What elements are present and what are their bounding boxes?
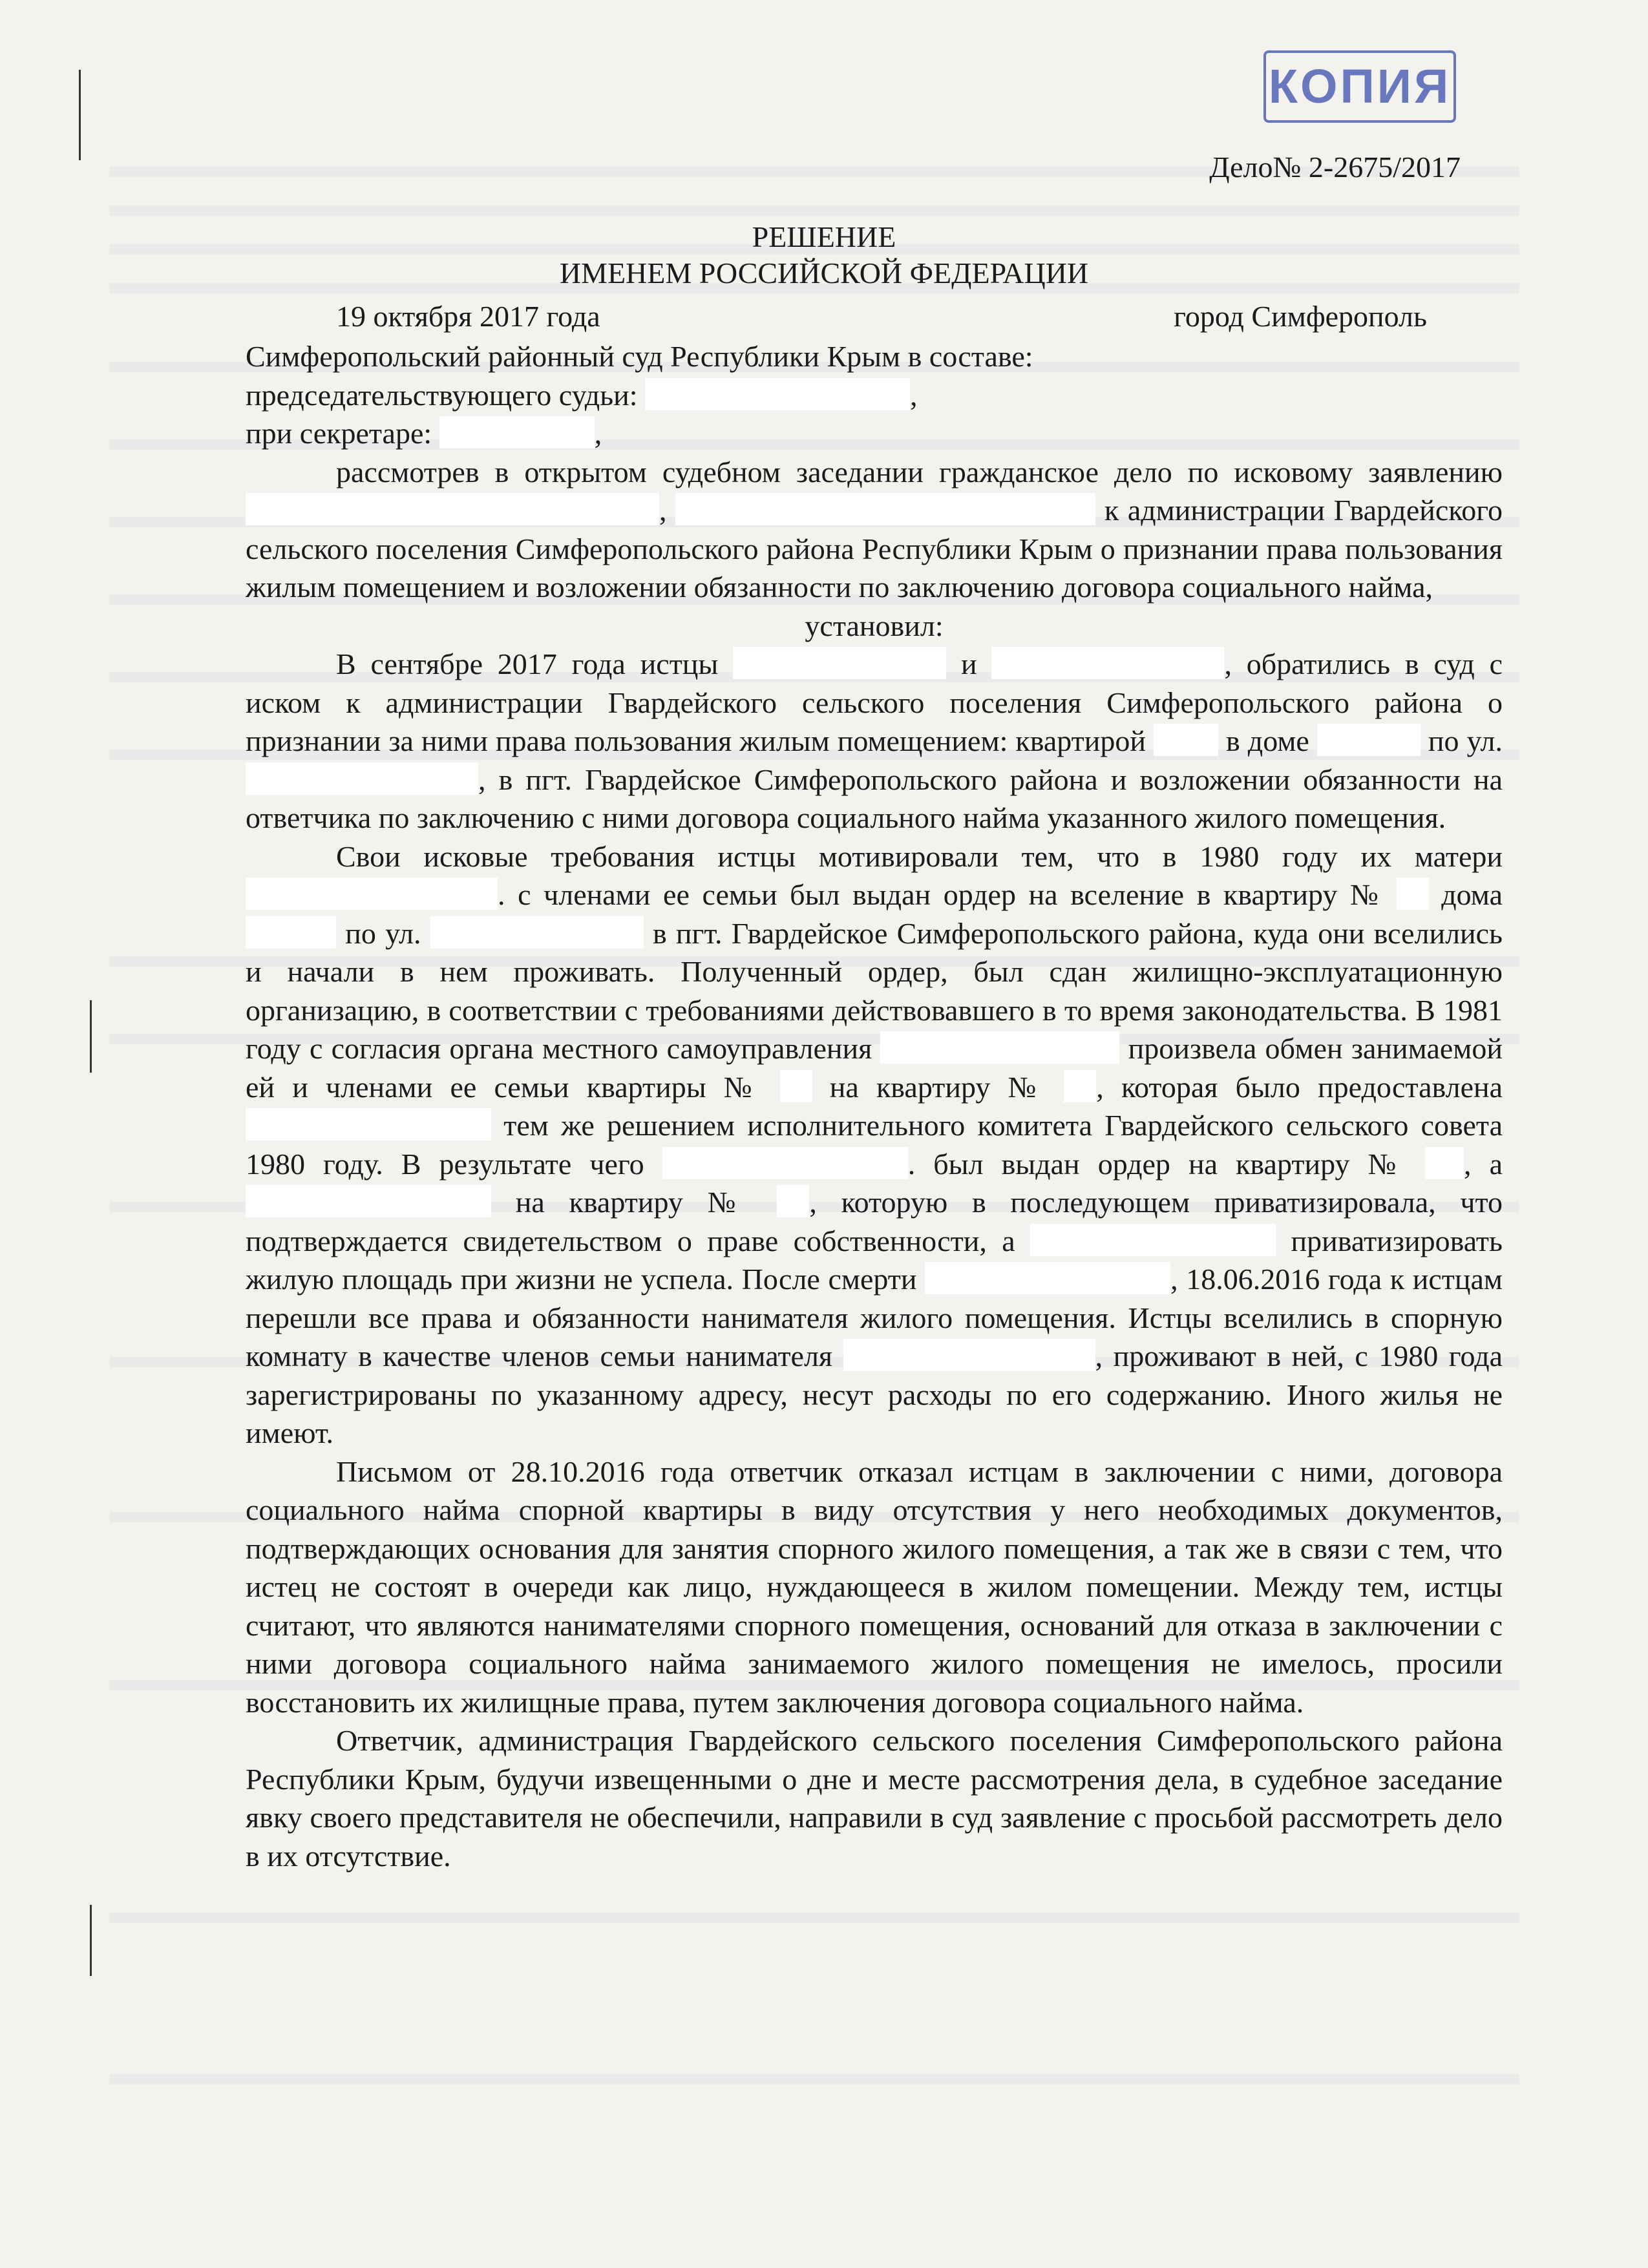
redaction — [991, 647, 1224, 679]
redaction — [1425, 1147, 1464, 1179]
redaction — [246, 916, 336, 949]
redaction — [733, 647, 946, 679]
paragraph-defendant: Ответчик, администрация Гвардейского сельского поселения Симферопольского района Республики Крым, будучи извещенными о дне и месте рассмотрения дела, в судебное заседание явку своего представителя не обеспечили, направили в суд заявление с просьбой рассмотреть дело в их отсутствие. — [246, 1724, 1503, 1873]
paragraph-grounds: Свои исковые требования истцы мотивировали тем, что в 1980 году их матери . с членами ее семьи был выдан ордер на вселение в квартиру № дома по ул. в пгт. Гвардейское Симферопольского района, куда они вселились и начали в нем проживать. Полученный ордер, был сдан жилищно-эксплуатационную организацию, в соответствии с требованиями действовавшего в то время законодательства. В 1981 году с согласия органа местного самоуправления произвела обмен занимаемой ей и членами ее семьи квартиры № на квартиру № , которая было предоставлена тем же решением исполнительного комитета Гвардейского сельского совета 1980 году. В результате чего . был выдан ордер на квартиру № , а на квартиру № , которую в последующем приватизировала, что подтверждается свидетельством о праве собственности, а приватизировать жилую площадь при жизни не успела. После смерти , 18.06.2016 года к истцам перешли все права и обязанности нанимателя жилого помещения. Истцы вселились в спорную комнату в качестве членов семьи нанимателя , проживают в ней, с 1980 года зарегистрированы по указанному адресу, несут расходы по его содержанию. Иного жилья не имеют. — [246, 839, 1503, 1449]
redaction — [1154, 724, 1218, 756]
redaction — [925, 1262, 1170, 1294]
copy-stamp: КОПИЯ — [1263, 50, 1456, 123]
court-line: Симферопольский районный суд Республики Крым в составе: — [246, 340, 1033, 373]
redaction — [843, 1339, 1095, 1371]
redaction — [1030, 1224, 1276, 1256]
decision-date: 19 октября 2017 года — [336, 300, 600, 333]
secretary-line: при секретаре: , — [246, 417, 602, 450]
scan-edge-mark — [79, 70, 81, 160]
scan-edge-mark — [90, 1905, 92, 1976]
redaction — [439, 416, 595, 448]
judge-line: председательствующего судьи: , — [246, 378, 918, 412]
redaction — [645, 378, 910, 410]
decision-city: город Симферополь — [1174, 300, 1427, 333]
redaction — [880, 1031, 1119, 1064]
paragraph-intro: рассмотрев в открытом судебном заседании гражданское дело по исковому заявлению , к администрации Гвардейского сельского поселения Симферопольского района Республики Крым о признании права пользования жилым помещением и возложении обязанности по заключению договора социального найма, — [246, 455, 1503, 604]
redaction — [246, 493, 659, 525]
redaction — [246, 1185, 491, 1217]
redaction — [246, 762, 478, 795]
established-heading: установил: — [805, 609, 944, 642]
document-title: РЕШЕНИЕ — [752, 220, 896, 253]
paragraph-refusal: Письмом от 28.10.2016 года ответчик отказал истцам в заключении с ними, договора социального найма спорной квартиры в виду отсутствия у него необходимых документов, подтверждающих основания для занятия спорного жилого помещения, а так же в связи с тем, что истец не состоят в очереди как лицо, нуждающееся в жилом помещении. Между тем, истцы считают, что являются нанимателями спорного помещения, оснований для отказа в заключении с ними договора социального найма занимаемого жилого помещения не имелось, просили восстановить их жилищные права, путем заключения договора социального найма. — [246, 1454, 1503, 1719]
redaction — [675, 493, 1095, 525]
redaction — [662, 1147, 908, 1179]
redaction — [1397, 877, 1429, 910]
redaction — [1064, 1070, 1096, 1102]
document-body — [246, 337, 1503, 1875]
redaction — [246, 877, 498, 910]
redaction — [430, 916, 644, 949]
redaction — [777, 1185, 809, 1217]
paragraph-claim: В сентябре 2017 года истцы и , обратились в суд с иском к администрации Гвардейского сельского поселения Симферопольского района о признании за ними права пользования жилым помещением: квартирой в доме по ул. , в пгт. Гвардейское Симферопольского района и возложении обязанности на ответчика по заключению с ними договора социального найма указанного жилого помещения. — [246, 647, 1503, 834]
redaction — [780, 1070, 812, 1102]
scan-edge-mark — [90, 1000, 92, 1073]
redaction — [246, 1108, 491, 1140]
redaction — [1317, 724, 1421, 756]
document-subtitle: ИМЕНЕМ РОССИЙСКОЙ ФЕДЕРАЦИИ — [559, 257, 1089, 289]
case-number: Дело№ 2-2675/2017 — [1209, 151, 1461, 184]
